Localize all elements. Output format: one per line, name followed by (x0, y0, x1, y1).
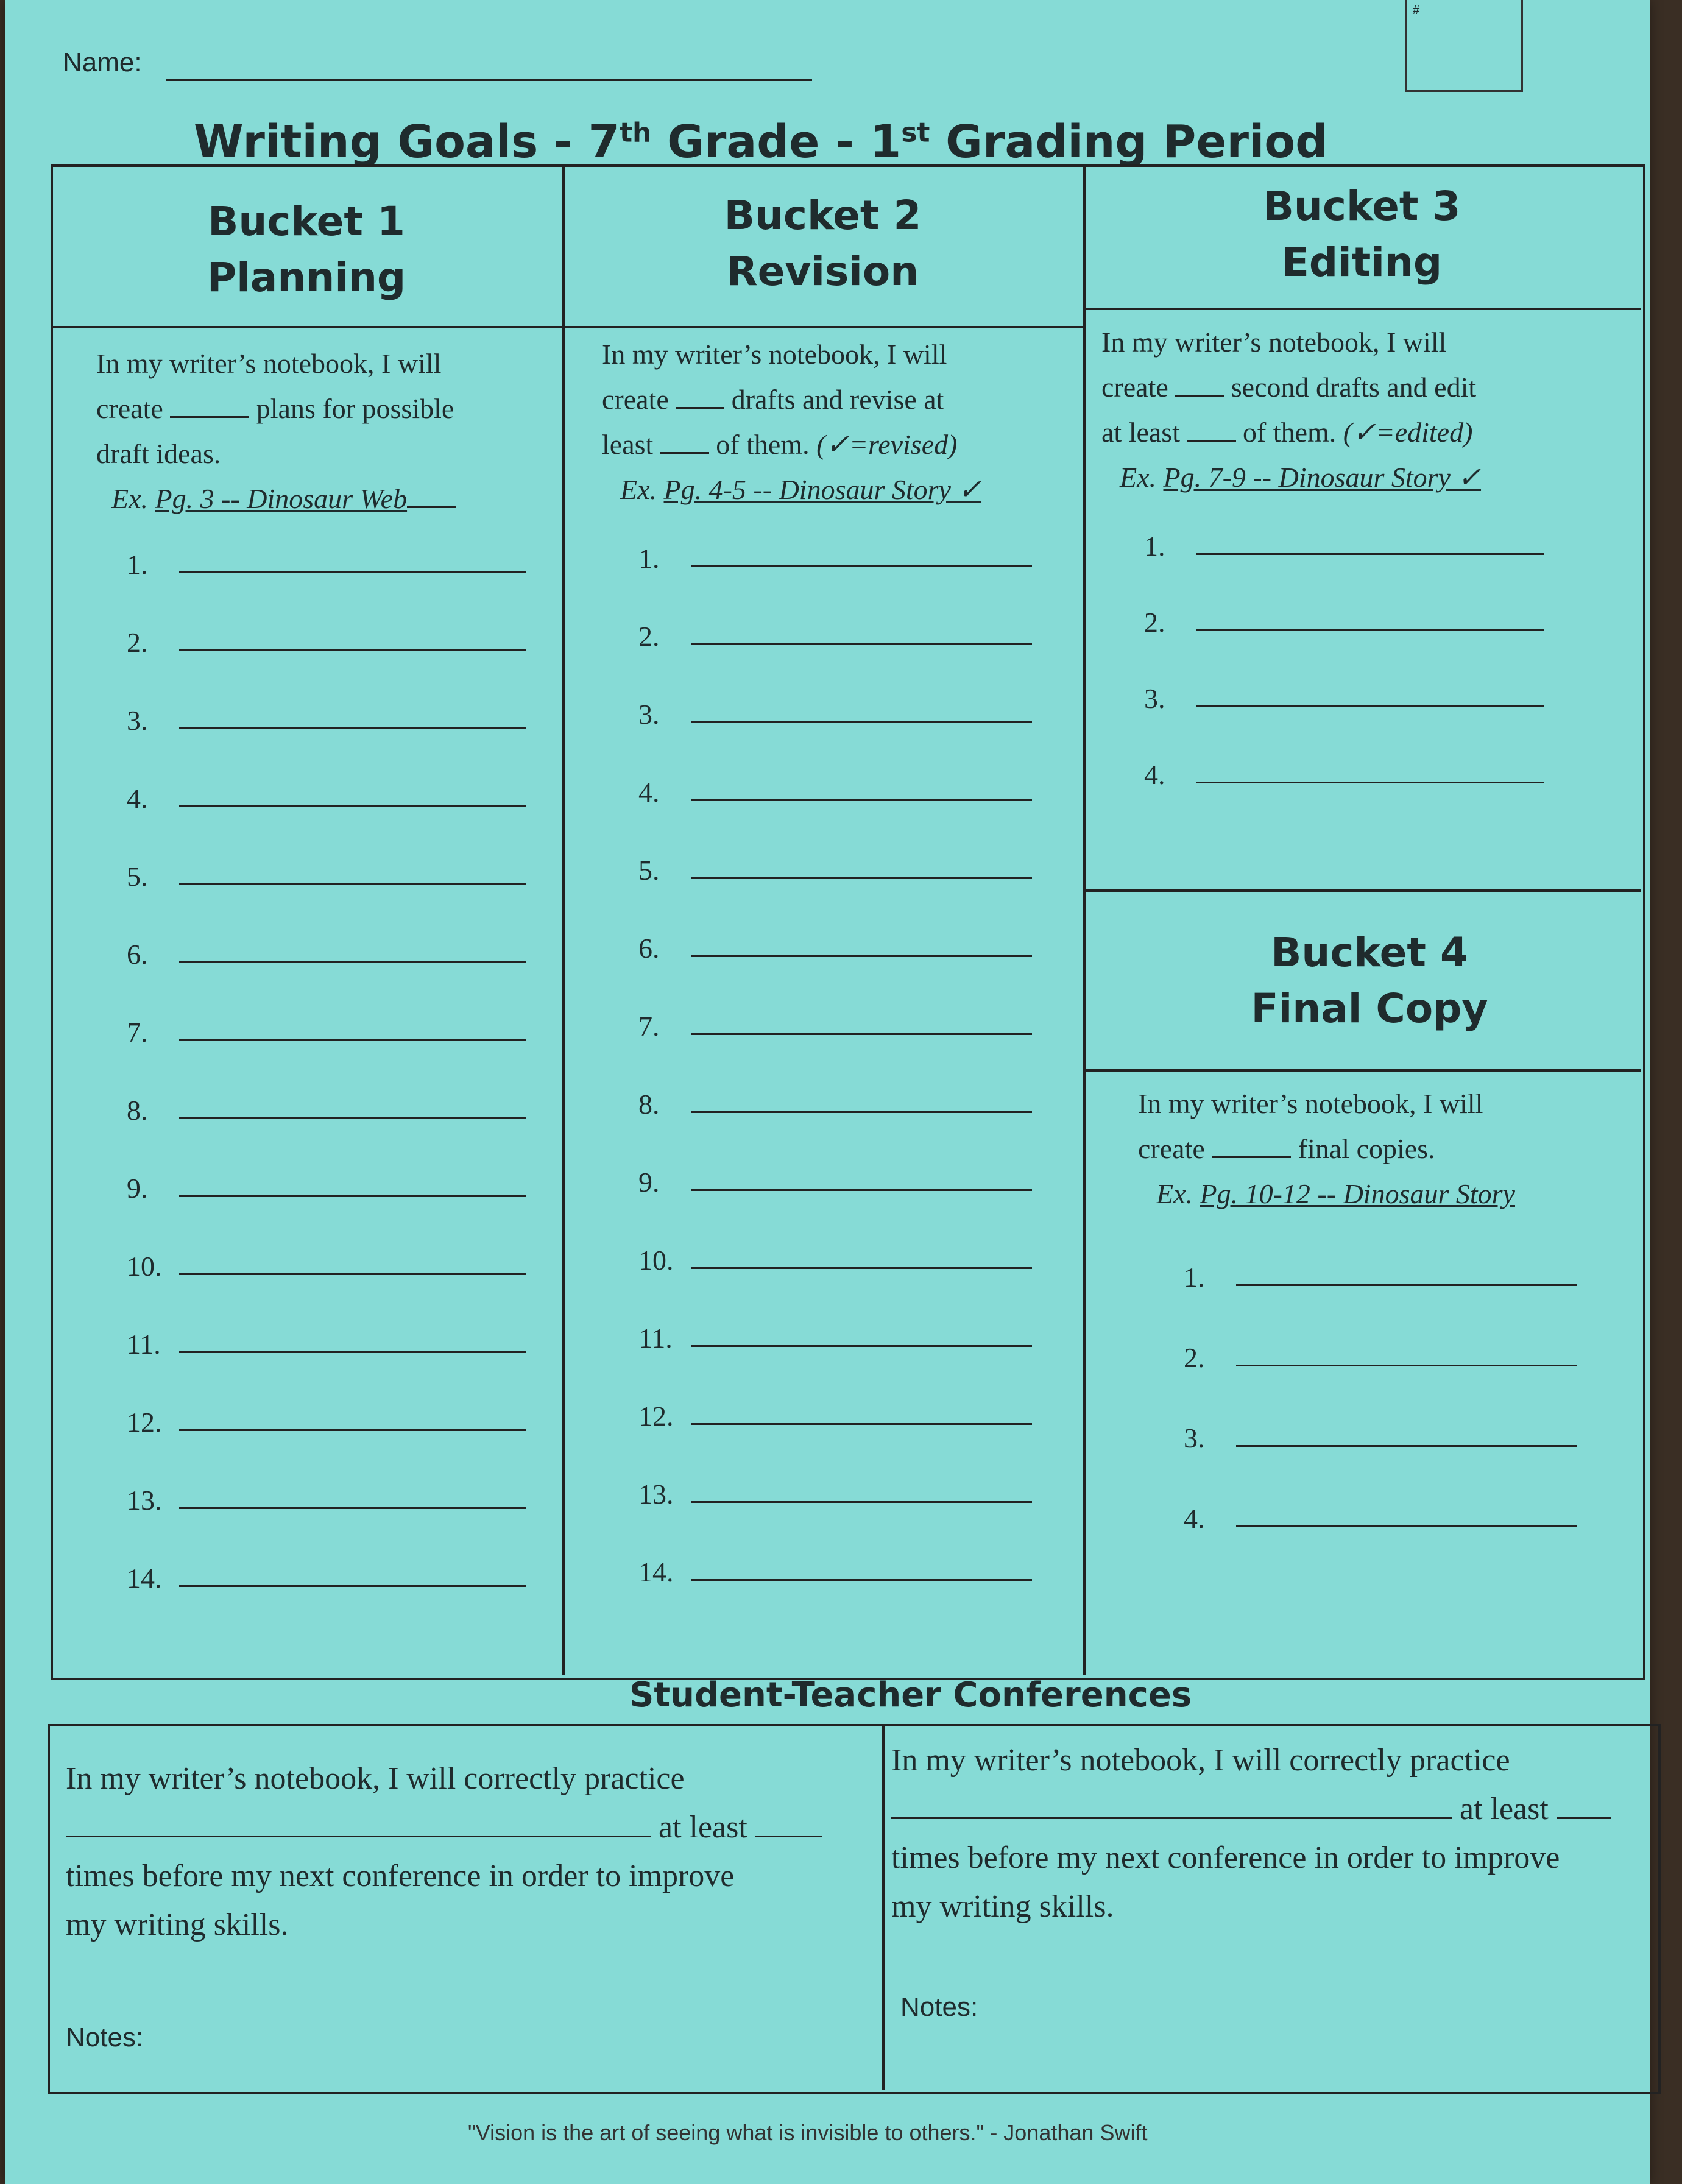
bucket3-header (1083, 164, 1641, 305)
bucket1-item (127, 704, 526, 737)
bucket3-intro-2b: second drafts and edit (1224, 372, 1477, 403)
bucket2-item (638, 1400, 1032, 1432)
bucket2-item (638, 776, 1032, 808)
bucket3-subtitle: Editing (1281, 239, 1443, 286)
worksheet-paper (5, 0, 1650, 2184)
name-line[interactable] (166, 79, 812, 81)
title-part-3: Grading Period (930, 116, 1328, 168)
bucket1-intro-line2 (96, 386, 559, 431)
conference-right-skill-blank[interactable] (891, 1817, 1452, 1819)
bucket3-intro-3b: of them. (1235, 417, 1343, 448)
conference-left (66, 1755, 870, 1949)
conference-left-line1: In my writer’s notebook, I will correctly practice (66, 1761, 685, 1796)
bucket2-count-blank[interactable] (676, 407, 724, 409)
bucket2-item-number: 10. (638, 1245, 674, 1276)
bucket2-item-line[interactable] (691, 1345, 1032, 1347)
bucket1-item-number: 13. (127, 1485, 162, 1516)
bucket2-item (638, 1088, 1032, 1120)
title-sup-2: st (901, 117, 930, 149)
divider-col-2 (1083, 164, 1086, 1675)
conference-left-skill-blank[interactable] (66, 1836, 651, 1837)
bucket2-item-line[interactable] (691, 1267, 1032, 1269)
bucket1-item-number: 1. (127, 549, 148, 580)
bucket1-item-number: 8. (127, 1095, 148, 1126)
bucket1-item (127, 782, 526, 815)
bucket3-intro (1101, 320, 1638, 500)
bucket3-ex-label: Ex. (1120, 462, 1164, 493)
bucket1-item-line[interactable] (179, 571, 526, 573)
bucket1-item (127, 1016, 526, 1048)
bucket2-item-number: 12. (638, 1401, 674, 1432)
bucket4-item-line[interactable] (1236, 1365, 1577, 1366)
bucket3-intro-line1: In my writer’s notebook, I will (1101, 327, 1447, 358)
bucket2-item-line[interactable] (691, 1033, 1032, 1035)
bucket4-header (1101, 902, 1638, 1060)
bucket2-item (638, 854, 1032, 886)
bucket3-ex-text: Pg. 7-9 -- Dinosaur Story ✓ (1163, 462, 1482, 493)
name-label: Name: (63, 48, 142, 77)
bucket4-example (1138, 1172, 1638, 1217)
bucket1-ex-label: Ex. (111, 483, 155, 514)
bucket3-count-blank[interactable] (1175, 395, 1224, 397)
bucket3-intro-line2 (1101, 365, 1638, 410)
bucket4-intro-line1: In my writer’s notebook, I will (1138, 1088, 1483, 1119)
bucket1-item-line[interactable] (179, 727, 526, 729)
conference-left-atleast: at least (659, 1810, 747, 1845)
footer-quote: "Vision is the art of seeing what is invisible to others." - Jonathan Swift (468, 2120, 1148, 2145)
bucket2-revise-blank[interactable] (660, 452, 709, 454)
header-row-line-3 (1083, 308, 1641, 310)
bucket4-item-number: 4. (1184, 1503, 1205, 1534)
bucket2-item-number: 7. (638, 1011, 660, 1042)
bucket2-item-number: 4. (638, 777, 660, 808)
bucket1-item-line[interactable] (179, 1585, 526, 1587)
bucket2-ex-label: Ex. (620, 474, 664, 505)
bucket1-item-line[interactable] (179, 1117, 526, 1119)
bucket3-intro-line3 (1101, 410, 1638, 455)
bucket1-item (127, 1484, 526, 1516)
bucket3-item-number: 3. (1144, 683, 1165, 714)
bucket2-item (638, 1166, 1032, 1198)
bucket1-item-number: 11. (127, 1329, 161, 1360)
bucket1-item-number: 9. (127, 1173, 148, 1204)
bucket2-example (602, 467, 1077, 512)
bucket1-item-number: 2. (127, 627, 148, 658)
bucket1-item-line[interactable] (179, 883, 526, 885)
bucket1-count-blank[interactable] (170, 416, 249, 418)
bucket4-item-line[interactable] (1236, 1445, 1577, 1447)
conferences-divider (882, 1724, 885, 2090)
bucket2-intro-2a: create (602, 384, 676, 415)
conference-left-notes: Notes: (66, 2023, 144, 2052)
bucket1-intro-2b: plans for possible (249, 393, 454, 424)
bucket4-title: Bucket 4 (1271, 929, 1468, 976)
conference-left-line2 (66, 1803, 870, 1852)
bucket2-intro-2b: drafts and revise at (724, 384, 944, 415)
bucket4-intro-2b: final copies. (1291, 1133, 1435, 1164)
bucket2-item-line[interactable] (691, 565, 1032, 567)
bucket2-item-line[interactable] (691, 1423, 1032, 1425)
conference-right (891, 1736, 1653, 1931)
bucket4-item-line[interactable] (1236, 1525, 1577, 1527)
bucket2-title: Bucket 2 (724, 192, 922, 239)
conference-right-notes: Notes: (900, 1992, 978, 2022)
bucket4-subtitle: Final Copy (1251, 985, 1488, 1032)
conference-right-line4: my writing skills. (891, 1889, 1114, 1924)
bucket2-item-line[interactable] (691, 1111, 1032, 1113)
bucket2-item-line[interactable] (691, 1501, 1032, 1503)
conference-right-line3: times before my next conference in order to improve (891, 1840, 1560, 1875)
bucket1-item-number: 7. (127, 1017, 148, 1048)
bucket1-item-line[interactable] (179, 1273, 526, 1275)
bucket4-item-number: 1. (1184, 1262, 1205, 1293)
bucket2-item-line[interactable] (691, 955, 1032, 957)
bucket1-item (127, 860, 526, 892)
bucket4-item (1184, 1341, 1577, 1374)
bucket3-item-number: 2. (1144, 607, 1165, 638)
bucket2-intro-3b: of them. (708, 429, 817, 460)
number-box (1405, 0, 1523, 92)
bucket2-item-number: 11. (638, 1323, 673, 1354)
title-sup-1: th (620, 117, 652, 149)
bucket1-item (127, 548, 526, 581)
bucket1-item (127, 1406, 526, 1438)
bucket1-item-number: 10. (127, 1251, 162, 1282)
bucket4-item (1184, 1422, 1577, 1454)
bucket2-item-line[interactable] (691, 643, 1032, 645)
bucket4-intro-line2 (1138, 1126, 1638, 1172)
bucket1-intro-line3: draft ideas. (96, 438, 221, 469)
bucket4-item-line[interactable] (1236, 1284, 1577, 1286)
bucket3-item-line[interactable] (1196, 782, 1544, 783)
bucket2-item (638, 542, 1032, 574)
conference-left-line4: my writing skills. (66, 1907, 289, 1942)
bucket1-item-number: 6. (127, 939, 148, 970)
bucket2-item-line[interactable] (691, 877, 1032, 879)
bucket3-item-line[interactable] (1196, 705, 1544, 707)
bucket3-item-number: 4. (1144, 759, 1165, 790)
bucket1-ex-text: Pg. 3 -- Dinosaur Web (155, 483, 408, 514)
title-part-2: Grade - 1 (651, 116, 902, 168)
bucket1-item-number: 4. (127, 783, 148, 814)
bucket1-item-line[interactable] (179, 961, 526, 963)
number-box-mark: # (1413, 4, 1420, 17)
conference-right-line2 (891, 1785, 1653, 1834)
bucket4-item (1184, 1261, 1577, 1293)
bucket1-item-line[interactable] (179, 649, 526, 651)
bucket2-item-number: 8. (638, 1089, 660, 1120)
bucket1-item-line[interactable] (179, 805, 526, 807)
bucket4-intro-2a: create (1138, 1133, 1212, 1164)
bucket1-item-number: 5. (127, 861, 148, 892)
bucket3-item-line[interactable] (1196, 553, 1544, 555)
conference-right-atleast: at least (1460, 1792, 1549, 1826)
bucket4-header-line (1083, 1069, 1641, 1072)
bucket1-header (51, 177, 562, 323)
bucket4-item (1184, 1502, 1577, 1535)
bucket1-item-number: 12. (127, 1407, 162, 1438)
bucket2-item (638, 1322, 1032, 1354)
bucket2-item-number: 5. (638, 855, 660, 886)
bucket1-item-line[interactable] (179, 1195, 526, 1197)
bucket2-item-number: 9. (638, 1167, 660, 1198)
bucket1-item-line[interactable] (179, 1039, 526, 1041)
bucket3-item (1144, 606, 1544, 638)
bucket3-item (1144, 758, 1544, 791)
bucket1-item-number: 14. (127, 1563, 162, 1594)
bucket2-item (638, 932, 1032, 964)
bucket2-intro-line1: In my writer’s notebook, I will (602, 339, 947, 370)
bucket1-item (127, 1328, 526, 1360)
bucket4-top-line (1083, 889, 1641, 892)
bucket1-item (127, 938, 526, 970)
bucket4-item-number: 2. (1184, 1342, 1205, 1373)
page-title (194, 116, 1327, 168)
bucket1-intro (96, 341, 559, 521)
bucket2-item (638, 698, 1032, 730)
conference-right-times-blank[interactable] (1557, 1817, 1611, 1819)
bucket2-intro-3c: (✓=revised) (816, 429, 958, 460)
bucket2-header (562, 171, 1083, 317)
bucket2-item-line[interactable] (691, 1189, 1032, 1191)
bucket1-subtitle: Planning (207, 254, 406, 301)
bucket1-example (96, 476, 559, 521)
bucket1-item (127, 1250, 526, 1282)
bucket3-intro-3c: (✓=edited) (1343, 417, 1473, 448)
bucket2-item-number: 3. (638, 699, 660, 730)
bucket4-ex-label: Ex. (1156, 1178, 1200, 1209)
conference-left-line3: times before my next conference in order to improve (66, 1859, 735, 1893)
bucket3-item (1144, 682, 1544, 715)
bucket2-item-number: 13. (638, 1479, 674, 1510)
bucket2-intro-line3 (602, 422, 1077, 467)
bucket1-item (127, 1562, 526, 1594)
conference-left-times-blank[interactable] (755, 1836, 822, 1837)
bucket1-item-number: 3. (127, 705, 148, 736)
bucket3-item (1144, 530, 1544, 562)
bucket2-intro-line2 (602, 377, 1077, 422)
conference-right-line1: In my writer’s notebook, I will correctly practice (891, 1743, 1510, 1778)
bucket2-item-line[interactable] (691, 1579, 1032, 1581)
bucket3-intro-2a: create (1101, 372, 1176, 403)
bucket3-edit-blank[interactable] (1187, 440, 1236, 442)
bucket2-item-line[interactable] (691, 799, 1032, 801)
bucket1-intro-2a: create (96, 393, 171, 424)
bucket2-item-number: 14. (638, 1557, 674, 1588)
bucket2-subtitle: Revision (726, 248, 919, 295)
conferences-title: Student-Teacher Conferences (629, 1675, 1192, 1715)
bucket4-count-blank[interactable] (1212, 1156, 1291, 1158)
bucket1-item-line[interactable] (179, 1429, 526, 1431)
title-part-1: Writing Goals - 7 (194, 116, 620, 168)
bucket1-item-line[interactable] (179, 1351, 526, 1353)
bucket2-item-line[interactable] (691, 721, 1032, 723)
bucket3-title: Bucket 3 (1263, 183, 1461, 230)
header-row-line-12 (51, 326, 1083, 328)
bucket2-item (638, 620, 1032, 652)
bucket1-intro-line1: In my writer’s notebook, I will (96, 348, 442, 379)
bucket1-ex-tail (407, 506, 456, 508)
bucket4-intro (1138, 1081, 1638, 1217)
bucket4-ex-text: Pg. 10-12 -- Dinosaur Story (1200, 1178, 1515, 1209)
bucket3-example (1101, 455, 1638, 500)
bucket2-intro (602, 332, 1077, 512)
bucket2-intro-3a: least (602, 429, 660, 460)
bucket1-item-line[interactable] (179, 1507, 526, 1509)
bucket2-item (638, 1556, 1032, 1588)
bucket3-item-line[interactable] (1196, 629, 1544, 631)
bucket2-item (638, 1244, 1032, 1276)
bucket2-item-number: 6. (638, 933, 660, 964)
bucket1-item (127, 626, 526, 659)
bucket2-item-number: 2. (638, 621, 660, 652)
bucket1-title: Bucket 1 (208, 198, 405, 245)
bucket3-intro-3a: at least (1101, 417, 1187, 448)
bucket4-item-number: 3. (1184, 1422, 1205, 1454)
bucket1-item (127, 1094, 526, 1126)
bucket2-item (638, 1478, 1032, 1510)
bucket2-item-number: 1. (638, 543, 660, 574)
bucket2-ex-text: Pg. 4-5 -- Dinosaur Story ✓ (663, 474, 982, 505)
bucket2-item (638, 1010, 1032, 1042)
bucket1-item (127, 1172, 526, 1204)
divider-col-1 (562, 164, 565, 1675)
bucket3-item-number: 1. (1144, 531, 1165, 562)
